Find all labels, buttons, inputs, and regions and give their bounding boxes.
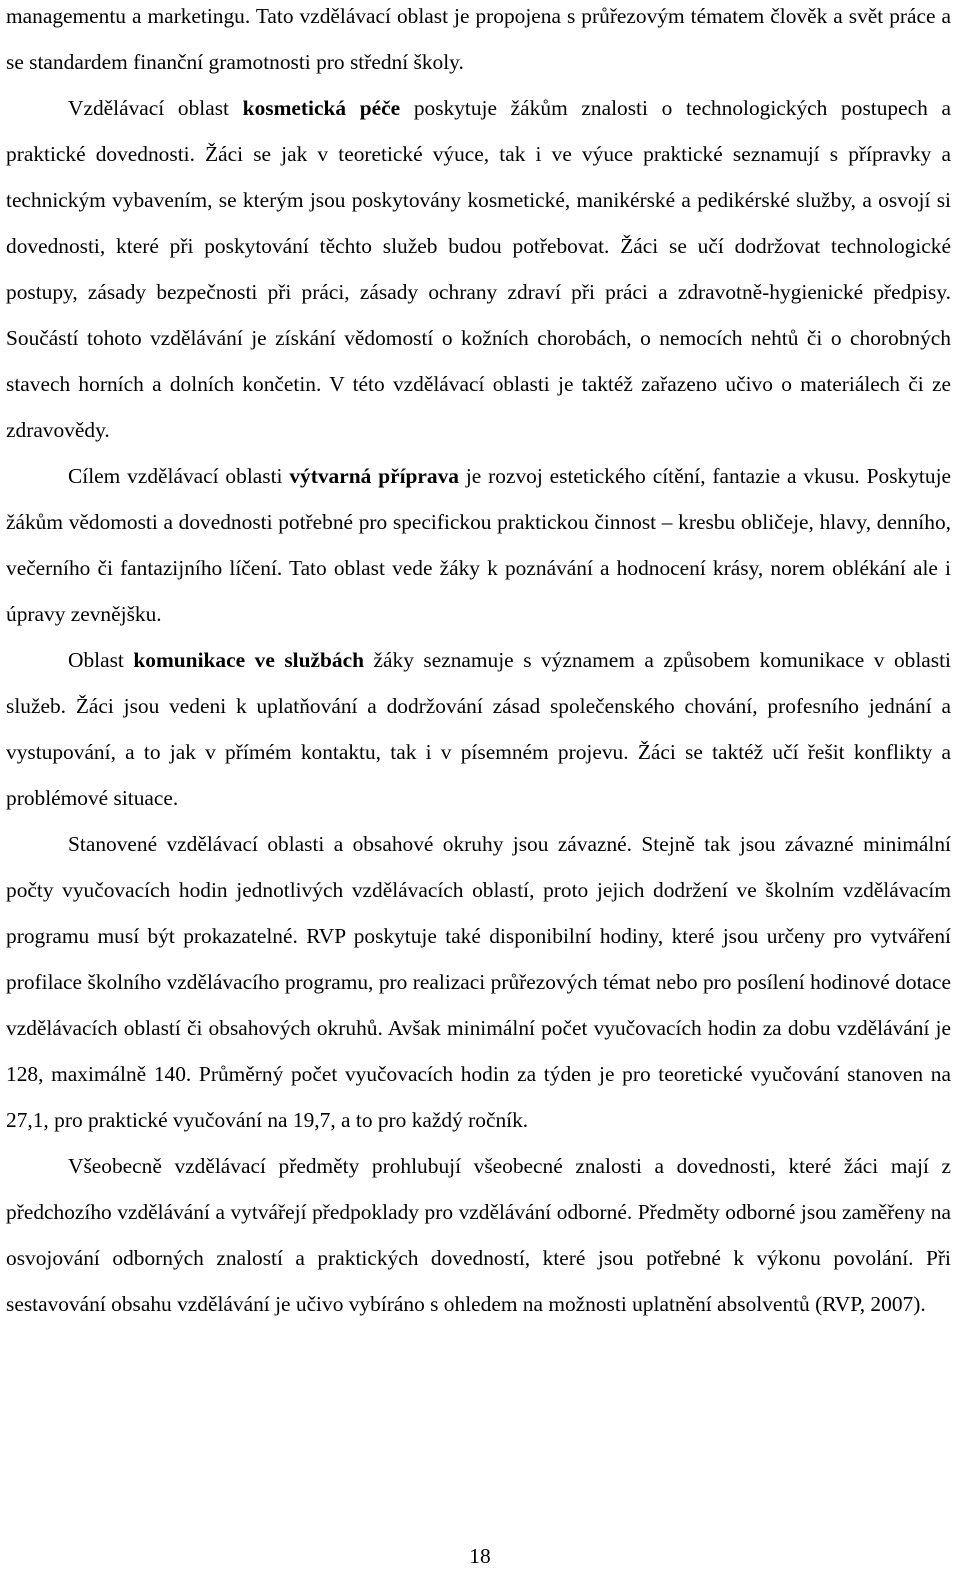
text-segment: Oblast	[68, 648, 134, 672]
paragraph-vseobecne-predmety	[6, 1143, 951, 1327]
bold-term: výtvarná příprava	[289, 464, 459, 488]
text-segment: poskytuje žákům znalosti o technologických postupech a praktické dovednosti. Žáci se jak v teoretické výuce, tak i ve výuce praktické seznamují s přípravky a technickým vybavením, se kterým jsou poskytovány kosmetické, manikérské a pedikérské služby, a osvojí si dovednosti, které při poskytování těchto služeb budou potřebovat. Žáci se učí dodržovat technologické postupy, zásady bezpečnosti při práci, zásady ochrany zdraví při práci a zdravotně-hygienické předpisy. Součástí tohoto vzdělávání je získání vědomostí o kožních chorobách, o nemocích nehtů či o chorobných stavech horních a dolních končetin. V této vzdělávací oblasti je taktéž zařazeno učivo o materiálech či ze zdravovědy.	[6, 96, 951, 442]
text-segment: Vzdělávací oblast	[68, 96, 243, 120]
paragraph-stanovene-oblasti	[6, 821, 951, 1143]
paragraph-kosmeticka-pece	[6, 85, 951, 453]
text-segment: Stanovené vzdělávací oblasti a obsahové okruhy jsou závazné. Stejně tak jsou závazné minimální počty vyučovacích hodin jednotlivých vzdělávacích oblastí, proto jejich dodržení ve školním vzdělávacím programu musí být prokazatelné. RVP poskytuje také disponibilní hodiny, které jsou určeny pro vytváření profilace školního vzdělávacího programu, pro realizaci průřezových témat nebo pro posílení hodinové dotace vzdělávacích oblastí či obsahových okruhů. Avšak minimální počet vyučovacích hodin za dobu vzdělávání je 128, maximálně 140. Průměrný počet vyučovacích hodin za týden je pro teoretické vyučování stanoven na 27,1, pro praktické vyučování na 19,7, a to pro každý ročník.	[6, 832, 951, 1132]
bold-term: kosmetická péče	[242, 96, 401, 120]
text-segment: managementu a marketingu. Tato vzdělávací oblast je propojena s průřezovým tématem člověk a svět práce a se standardem finanční gramotnosti pro střední školy.	[6, 4, 951, 74]
text-segment: Cílem vzdělávací oblasti	[68, 464, 290, 488]
text-segment: Všeobecně vzdělávací předměty prohlubují všeobecné znalosti a dovednosti, které žáci mají z předchozího vzdělávání a vytvářejí předpoklady pro vzdělávání odborné. Předměty odborné jsou zaměřeny na osvojování odborných znalostí a praktických dovedností, které jsou potřebné k výkonu povolání. Při sestavování obsahu vzdělávání je učivo vybíráno s ohledem na možnosti uplatnění absolventů (RVP, 2007).	[6, 1154, 951, 1316]
page-number: 18	[469, 1544, 491, 1568]
text-segment: je rozvoj estetického cítění, fantazie a vkusu. Poskytuje žákům vědomosti a dovednosti potřebné pro specifickou praktickou činnost – kresbu obličeje, hlavy, denního, večerního či fantazijního líčení. Tato oblast vede žáky k poznávání a hodnocení krásy, norem oblékání ale i úpravy zevnějšku.	[6, 464, 952, 626]
paragraph-komunikace-ve-sluzbach	[6, 637, 951, 821]
bold-term: komunikace ve službách	[133, 648, 364, 672]
body-text	[6, 0, 951, 1327]
paragraph-vytvarna-priprava	[6, 453, 951, 637]
paragraph-intro-continuation	[6, 0, 951, 85]
text-segment: žáky seznamuje s významem a způsobem komunikace v oblasti služeb. Žáci jsou vedeni k uplatňování a dodržování zásad společenského chování, profesního jednání a vystupování, a to jak v přímém kontaktu, tak i v písemném projevu. Žáci se taktéž učí řešit konflikty a problémové situace.	[6, 648, 951, 810]
